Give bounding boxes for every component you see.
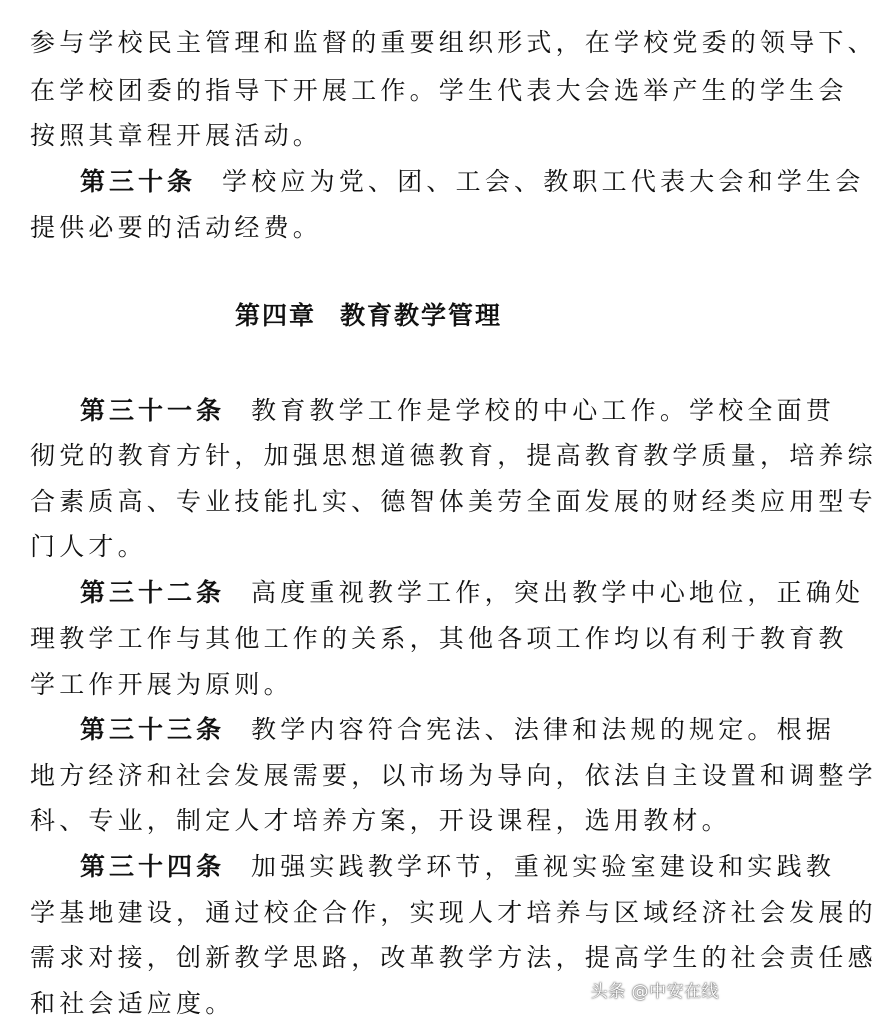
text-line: 合素质高、专业技能扎实、德智体美劳全面发展的财经类应用型专 bbox=[30, 487, 877, 516]
article-label: 第三十四条 bbox=[80, 852, 226, 881]
text-line: 地方经济和社会发展需要，以市场为导向，依法自主设置和调整学 bbox=[30, 761, 877, 790]
article-text: 加强实践教学环节，重视实验室建设和实践教 bbox=[251, 852, 836, 881]
article-text: 教育教学工作是学校的中心工作。学校全面贯 bbox=[251, 396, 836, 425]
article-text: 教学内容符合宪法、法律和法规的规定。根据 bbox=[251, 715, 836, 744]
article-label: 第三十二条 bbox=[80, 578, 226, 607]
article-text: 学校应为党、团、工会、教职工代表大会和学生会 bbox=[222, 167, 865, 196]
text-line: 学工作开展为原则。 bbox=[30, 670, 293, 699]
text-line: 科、专业，制定人才培养方案，开设课程，选用教材。 bbox=[30, 806, 731, 835]
text-line: 在学校团委的指导下开展工作。学生代表大会选举产生的学生会 bbox=[30, 76, 848, 105]
article-31 bbox=[80, 396, 836, 426]
article-text: 高度重视教学工作，突出教学中心地位，正确处 bbox=[251, 578, 865, 607]
text-line: 需求对接，创新教学思路，改革教学方法，提高学生的社会责任感 bbox=[30, 943, 877, 972]
text-line: 参与学校民主管理和监督的重要组织形式，在学校党委的领导下、 bbox=[30, 28, 877, 57]
text-line: 彻党的教育方针，加强思想道德教育，提高教育教学质量，培养综 bbox=[30, 441, 877, 470]
chapter-title: 教育教学管理 bbox=[340, 301, 503, 330]
article-label: 第三十三条 bbox=[80, 715, 226, 744]
text-line: 提供必要的活动经费。 bbox=[30, 213, 323, 242]
chapter-number: 第四章 bbox=[234, 301, 316, 330]
article-32 bbox=[80, 578, 865, 608]
watermark: 头条 @中安在线 bbox=[590, 982, 719, 1002]
article-label: 第三十一条 bbox=[80, 396, 226, 425]
chapter-heading bbox=[0, 300, 737, 332]
article-33 bbox=[80, 715, 836, 745]
text-line: 按照其章程开展活动。 bbox=[30, 121, 323, 150]
article-34 bbox=[80, 852, 836, 882]
article-30 bbox=[80, 167, 865, 197]
article-label: 第三十条 bbox=[80, 167, 197, 196]
text-line: 理教学工作与其他工作的关系，其他各项工作均以有利于教育教 bbox=[30, 624, 848, 653]
text-line: 门人才。 bbox=[30, 532, 147, 561]
text-line: 和社会适应度。 bbox=[30, 989, 235, 1018]
text-line: 学基地建设，通过校企合作，实现人才培养与区域经济社会发展的 bbox=[30, 898, 877, 927]
